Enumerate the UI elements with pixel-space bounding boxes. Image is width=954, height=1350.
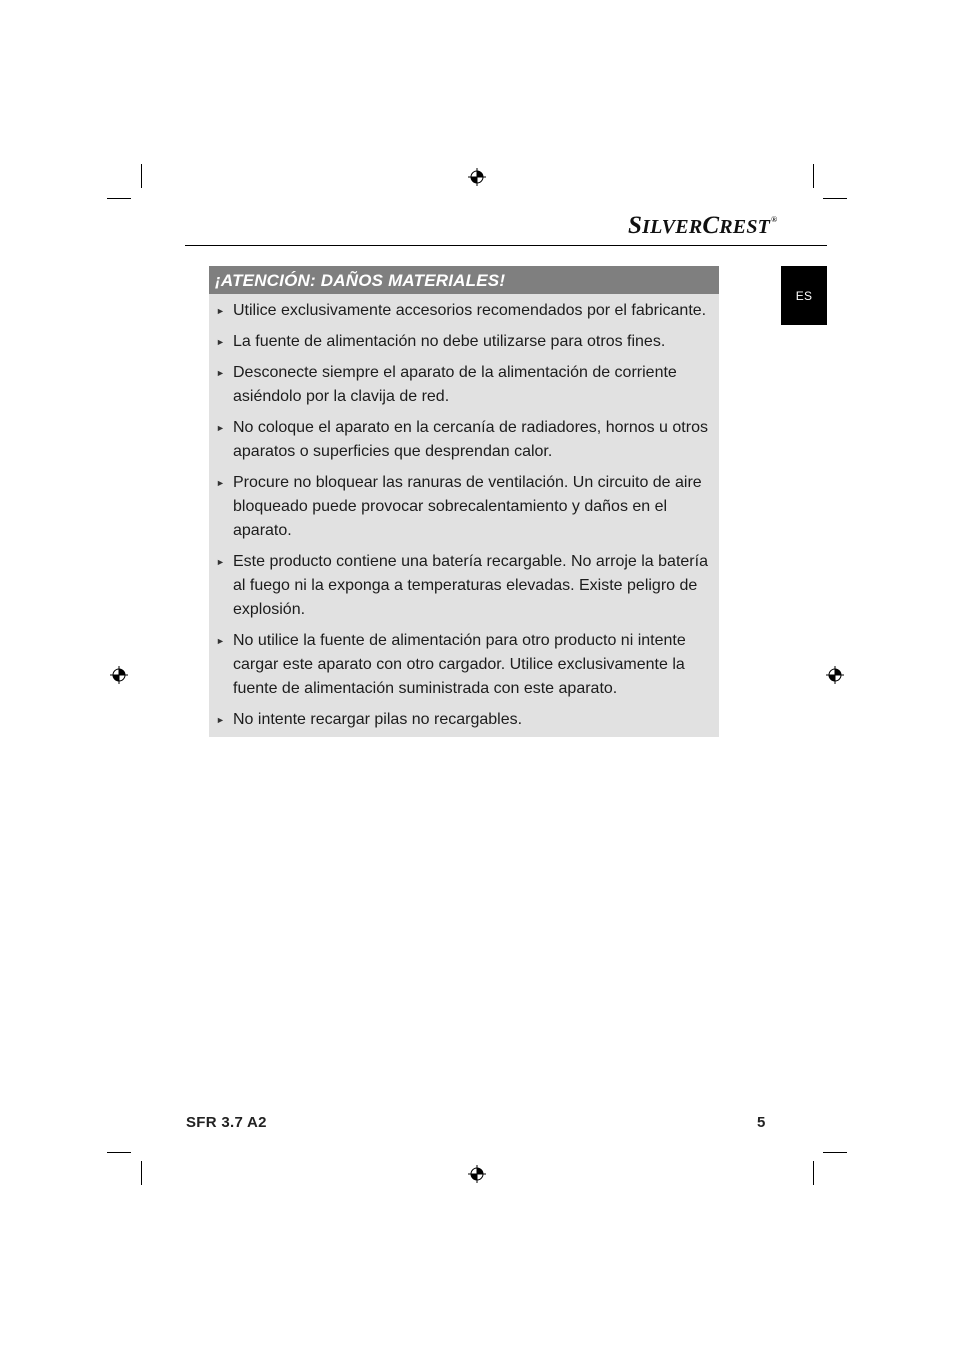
list-item: ► Procure no bloquear las ranuras de ventilación. Un circuito de aire bloqueado puede provocar sobrecalentamiento y daños en el aparato. [233, 471, 709, 543]
registration-mark-icon [468, 1165, 486, 1183]
bullet-arrow-icon: ► [216, 306, 225, 316]
warning-title: ¡ATENCIÓN: DAÑOS MATERIALES! [209, 266, 719, 294]
list-item: ► No intente recargar pilas no recargables. [233, 708, 709, 732]
crop-mark [823, 198, 847, 199]
bullet-arrow-icon: ► [216, 557, 225, 567]
list-item: ► Desconecte siempre el aparato de la alimentación de corriente asiéndolo por la clavija de red. [233, 361, 709, 409]
bullet-arrow-icon: ► [216, 423, 225, 433]
bullet-arrow-icon: ► [216, 636, 225, 646]
bullet-arrow-icon: ► [216, 715, 225, 725]
language-tab [781, 266, 827, 325]
crop-mark [813, 164, 814, 188]
warning-box [209, 266, 719, 737]
crop-mark [813, 1161, 814, 1185]
crop-mark [107, 1152, 131, 1153]
brand-logo: SILVERCREST® [628, 212, 778, 239]
page-number: 5 [757, 1114, 766, 1131]
language-tab-label: ES [795, 288, 813, 303]
bullet-arrow-icon: ► [216, 368, 225, 378]
bullet-arrow-icon: ► [216, 478, 225, 488]
header-divider [185, 245, 827, 246]
footer-model: SFR 3.7 A2 [186, 1114, 267, 1131]
registration-mark-icon [110, 666, 128, 684]
list-item: ► Utilice exclusivamente accesorios recomendados por el fabricante. [233, 299, 709, 323]
crop-mark [141, 164, 142, 188]
list-item: ► La fuente de alimentación no debe utilizarse para otros fines. [233, 330, 709, 354]
warning-list [209, 294, 719, 732]
crop-mark [823, 1152, 847, 1153]
registration-mark-icon [468, 168, 486, 186]
list-item: ► No utilice la fuente de alimentación para otro producto ni intente cargar este aparato con otro cargador. Utilice exclusivamente la fuente de alimentación suministrada con este aparato. [233, 629, 709, 701]
crop-mark [107, 198, 131, 199]
list-item: ► No coloque el aparato en la cercanía de radiadores, hornos u otros aparatos o superficies que desprendan calor. [233, 416, 709, 464]
list-item: ► Este producto contiene una batería recargable. No arroje la batería al fuego ni la exponga a temperaturas elevadas. Existe peligro de explosión. [233, 550, 709, 622]
registration-mark-icon [826, 666, 844, 684]
crop-mark [141, 1161, 142, 1185]
bullet-arrow-icon: ► [216, 337, 225, 347]
